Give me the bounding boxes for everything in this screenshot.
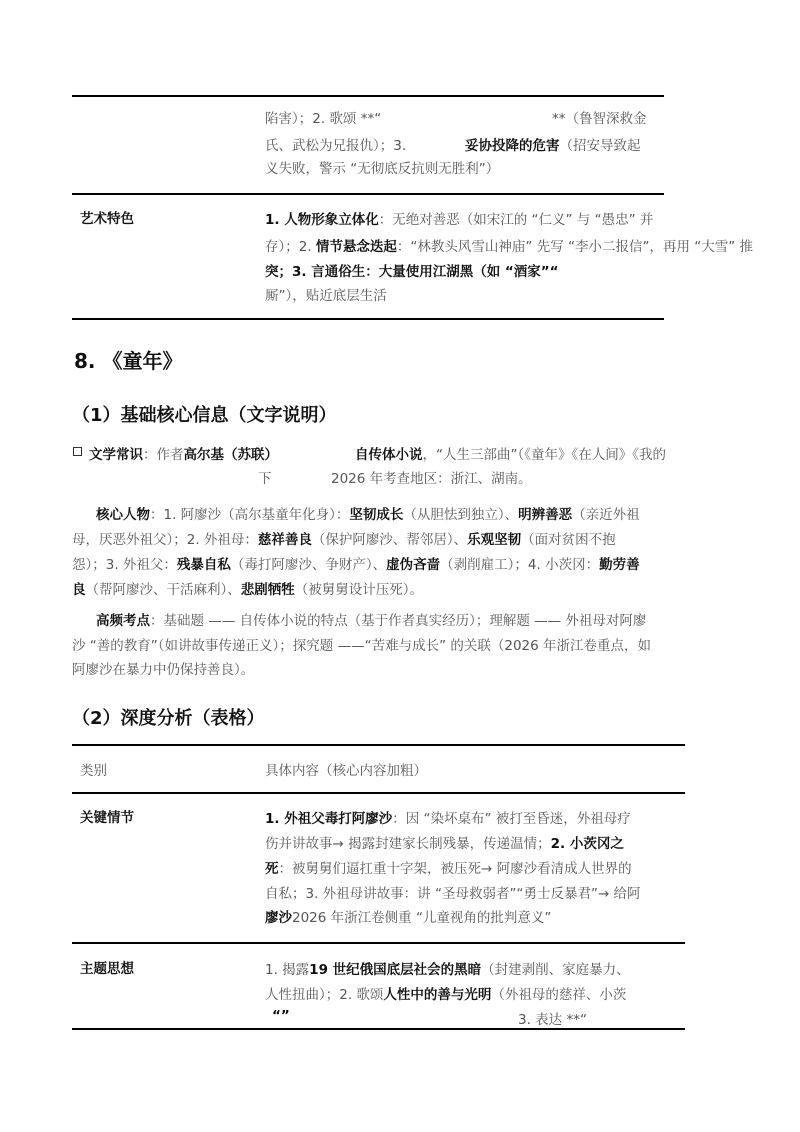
literature-line2b: 2026 年考查地区：浙江、湖南。 <box>331 471 532 487</box>
table2-header-category: 类别 <box>80 763 107 779</box>
table1-row1-line3: 义失败，警示 “无彻底反抗则无胜利”） <box>265 161 500 177</box>
literature-line1: 文学常识：作者高尔基（苏联） <box>89 447 278 463</box>
table1-row2-line2: 存）；2. 情节悬念迭起：“林教头风雪山神庙” 先写 “李小二报信”，再用 “大雪” 推 <box>265 239 754 255</box>
table1-row2-line1: 1. 人物形象立体化：无绝对善恶（如宋江的 “仁义” 与 “愚忠” 并 <box>265 212 654 228</box>
table2-row2-line3a: “” <box>272 1008 290 1024</box>
table1-row1-line1a: 陷害）；2. 歌颂 **“ <box>265 111 382 127</box>
table2-row2-line2: 人性扭曲）；2. 歌颂人性中的善与光明（外祖母的慈祥、小茨 <box>265 987 627 1003</box>
table1-row1-line1b: **（鲁智深救金 <box>552 111 647 127</box>
table2-row1-line4: 自私；3. 外祖母讲故事：讲 “圣母救弱者”“勇士反暴君”→ 给阿 <box>265 886 641 902</box>
table2-header-content: 具体内容（核心内容加粗） <box>265 763 427 779</box>
table1-top-rule <box>72 95 664 97</box>
table2-bottom-rule <box>72 1028 685 1030</box>
bullet-icon <box>73 447 82 456</box>
table2-row2-line3b: 3. 表达 **“ <box>518 1012 587 1028</box>
section-title: 8. 《童年》 <box>74 349 183 373</box>
table2-row1-line5: 廖沙2026 年浙江卷侧重 “儿童视角的批判意义” <box>265 910 552 926</box>
table1-mid-rule <box>72 193 664 195</box>
table1-row2-line4: 厮”），贴近底层生活 <box>265 288 387 304</box>
table2-header-rule <box>72 792 685 794</box>
core-characters-line2: 母，厌恶外祖父）；2. 外祖母：慈祥善良（保护阿廖沙、帮邻居）、乐观坚韧（面对贫困不抱 <box>72 532 616 548</box>
exam-points-line1: 高频考点：基础题 —— 自传体小说的特点（基于作者真实经历）；理解题 —— 外祖母对阿廖 <box>96 613 647 629</box>
table2-row1-line2: 伤并讲故事→ 揭露封建家长制残暴，传递温情；2. 小茨冈之 <box>265 836 624 852</box>
exam-points-line3: 阿廖沙在暴力中仍保持善良）。 <box>72 662 255 678</box>
table1-row1-line2-bold: 妥协投降的危害（招安导致起 <box>465 138 641 154</box>
subsection-1-title: （1）基础核心信息（文字说明） <box>72 405 337 426</box>
table2-row1-line3: 死：被舅舅们逼扛重十字架，被压死→ 阿廖沙看清成人世界的 <box>265 861 632 877</box>
table1-row1-line2: 氏、武松为兄报仇）；3. <box>265 138 407 154</box>
table2-row1-label: 关键情节 <box>80 810 134 826</box>
core-characters-line1: 核心人物：1. 阿廖沙（高尔基童年化身）：坚韧成长（从胆怯到独立）、明辨善恶（亲近外祖 <box>96 507 640 523</box>
table1-row2-line3: 突；3. 言通俗生：大量使用江湖黑（如 “酒家”“ <box>265 264 559 280</box>
table1-row2-label: 艺术特色 <box>80 211 134 227</box>
table2-row2-line1: 1. 揭露19 世纪俄国底层社会的黑暗（封建剥削、家庭暴力、 <box>265 962 630 978</box>
core-characters-line3: 怨）；3. 外祖父：残暴自私（毒打阿廖沙、争财产）、虚伪吝啬（剥削雇工）；4. 小茨冈：勤劳善 <box>72 557 640 573</box>
table2-mid-rule <box>72 942 685 944</box>
table2-row2-label: 主题思想 <box>80 961 134 977</box>
table2-row1-line1: 1. 外祖父毒打阿廖沙：因 “染坏桌布” 被打至昏迷，外祖母疗 <box>265 811 631 827</box>
exam-points-line2: 沙 “善的教育”（如讲故事传递正义）；探究题 ——“苦难与成长” 的关联（2026 年浙江卷重点，如 <box>72 638 651 654</box>
literature-line2a: 下 <box>258 471 272 487</box>
literature-line1-b: 自传体小说，“人生三部曲”（《童年》《在人间》《我的 <box>355 447 666 463</box>
table2-top-rule <box>72 744 685 746</box>
subsection-2-title: （2）深度分析（表格） <box>72 708 265 729</box>
core-characters-line4: 良（帮阿廖沙、干活麻利）、悲剧牺牲（被舅舅设计压死）。 <box>72 582 423 598</box>
table1-bottom-rule <box>72 318 664 320</box>
